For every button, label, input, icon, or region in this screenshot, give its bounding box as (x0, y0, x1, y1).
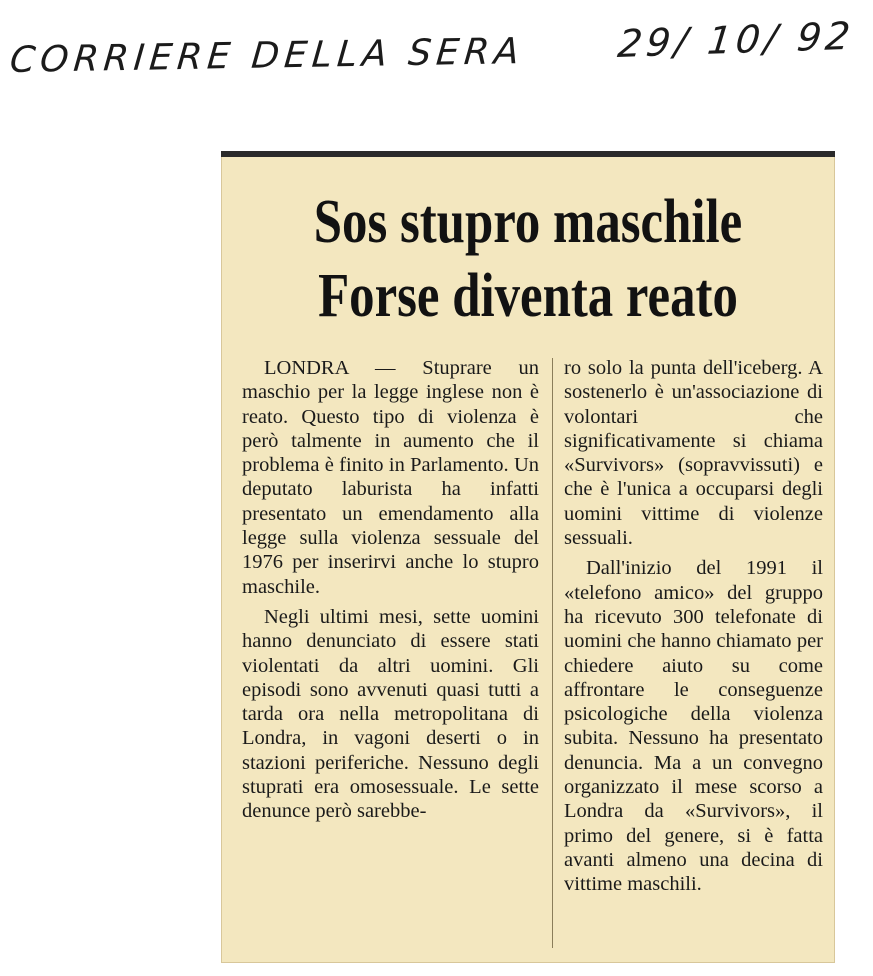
paragraph: Dall'inizio del 1991 il «telefono amico» del gruppo ha ricevuto 300 telefonate di uomini che hanno chiamato per chiedere aiuto su come affrontare le conseguenze psicologiche della violenza subita. Nessuno ha presentato denuncia. Ma a un convegno organizzato il mese scorso a Londra da «Survivors», il primo del genere, si è fatta avanti almeno una decina di vittime maschili. (564, 557, 823, 896)
handwritten-date: 29/ 10/ 92 (615, 13, 857, 66)
paragraph: ro solo la punta dell'iceberg. A sostenerlo è un'associazione di volontari che significativamente si chiama «Survivors» (sopravvissuti) e che è l'unica a occuparsi degli uomini vittime di violenze sessuali. (564, 357, 823, 550)
handwritten-source: CORRIERE DELLA SERA (8, 31, 526, 81)
newspaper-clipping (221, 151, 835, 963)
clipping-top-edge (221, 151, 835, 157)
article-column-right (564, 356, 823, 897)
headline-line-2: Forse diventa reato (318, 262, 738, 330)
paragraph: LONDRA — Stuprare un maschio per la legge inglese non è reato. Questo tipo di violenza è però talmente in aumento che il problema è finito in Parlamento. Un deputato laburista ha infatti presentato un emendamento alla legge sulla violenza sessuale del 1976 per inserirvi anche lo stupro maschile. (242, 357, 539, 598)
article-headline (276, 185, 779, 333)
headline-line-1: Sos stupro maschile (313, 188, 743, 256)
article-column-left (242, 356, 539, 824)
column-divider (552, 358, 553, 948)
paragraph: Negli ultimi mesi, sette uomini hanno denunciato di essere stati violentati da altri uomini. Gli episodi sono avvenuti quasi tutti a tarda ora nella metropolitana di Londra, in vagoni deserti o in stazioni periferiche. Nessuno degli stuprati era omosessuale. Le sette denunce però sarebbe- (242, 605, 539, 823)
handwritten-annotation (0, 13, 873, 102)
